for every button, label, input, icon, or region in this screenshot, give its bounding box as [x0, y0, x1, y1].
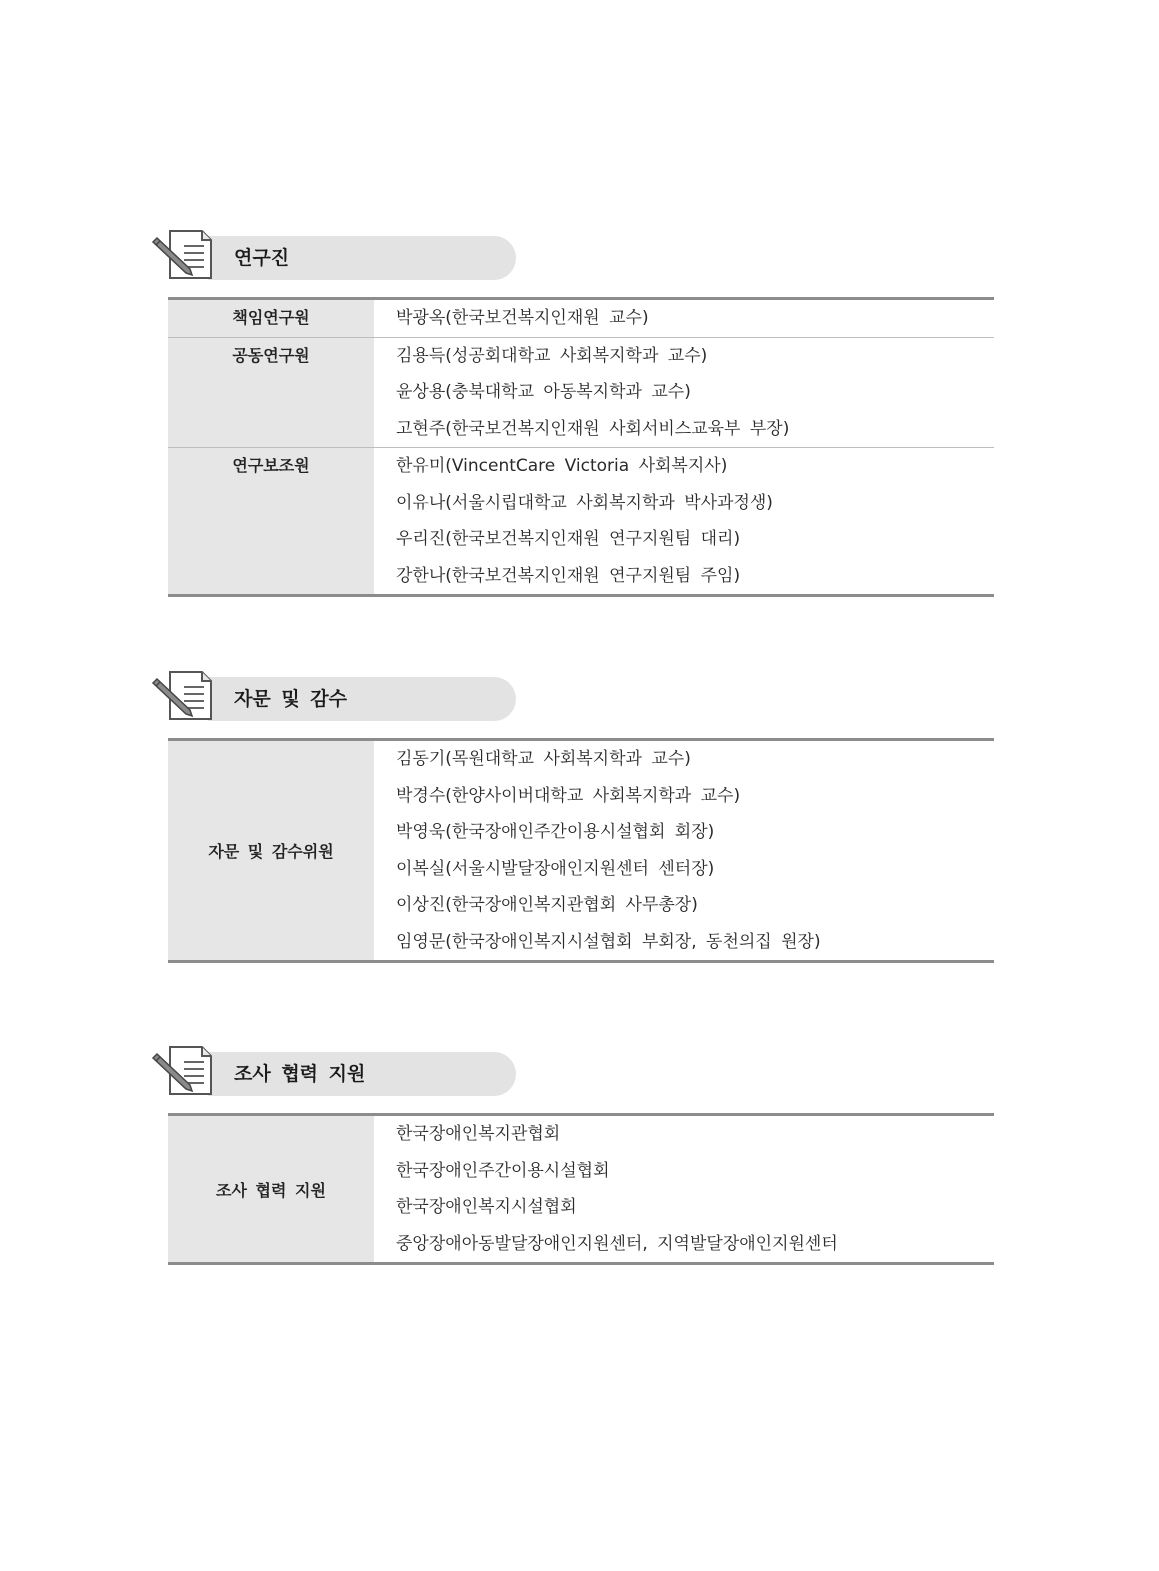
table-cell: 김용득(성공회대학교 사회복지학과 교수): [396, 345, 708, 366]
section-title: 연구진: [234, 247, 290, 269]
table-cell: 한국장애인복지관협회: [396, 1124, 561, 1144]
table-cell: 한국장애인주간이용시설협회: [396, 1160, 610, 1181]
section-header: [150, 669, 995, 721]
table-group-co-researchers: [168, 337, 994, 448]
table-group-assistants: [168, 447, 994, 594]
section-title: 조사 협력 지원: [234, 1063, 366, 1085]
section-advisory: [150, 669, 995, 952]
table-cell: 한유미(VincentCare Victoria 사회복지사): [396, 456, 728, 476]
table-cell: 고현주(한국보건복지인재원 사회서비스교육부 부장): [396, 418, 790, 439]
table-cell: 윤상용(충북대학교 아동복지학과 교수): [396, 382, 691, 402]
row-label: 공동연구원: [168, 338, 374, 448]
table-cell: 중앙장애아동발달장애인지원센터, 지역발달장애인지원센터: [396, 1233, 838, 1254]
row-label: 책임연구원: [168, 300, 374, 337]
table-cell: 우리진(한국보건복지인재원 연구지원팀 대리): [396, 529, 741, 549]
table-cell: 이유나(서울시립대학교 사회복지학과 박사과정생): [396, 492, 773, 513]
advisory-table: [168, 738, 994, 963]
table-cell: 임영문(한국장애인복지시설협회 부회장, 동천의집 원장): [396, 931, 821, 952]
table-group-principal: [168, 300, 994, 337]
section-header: [150, 228, 995, 280]
table-cell: 이복실(서울시발달장애인지원센터 센터장): [396, 858, 715, 879]
table-cell: 박광옥(한국보건복지인재원 교수): [396, 308, 649, 328]
table-group-survey-support: [168, 1116, 994, 1262]
table-cell: 김동기(목원대학교 사회복지학과 교수): [396, 749, 691, 769]
document-pencil-icon: [150, 669, 214, 723]
table-cell: 이상진(한국장애인복지관협회 사무총장): [396, 895, 698, 915]
document-pencil-icon: [150, 228, 214, 282]
table-cell: 한국장애인복지시설협회: [396, 1197, 577, 1217]
table-group-advisors: [168, 741, 994, 960]
section-header: [150, 1044, 995, 1096]
row-label: 자문 및 감수위원: [168, 741, 374, 960]
table-cell: 박경수(한양사이버대학교 사회복지학과 교수): [396, 785, 741, 806]
section-title: 자문 및 감수: [234, 688, 347, 710]
row-label: 연구보조원: [168, 448, 374, 594]
section-research-team: [150, 228, 995, 586]
survey-support-table: [168, 1113, 994, 1265]
table-cell: 강한나(한국보건복지인재원 연구지원팀 주임): [396, 565, 741, 586]
section-survey-support: [150, 1044, 995, 1254]
document-pencil-icon: [150, 1044, 214, 1098]
staff-table: [168, 297, 994, 597]
table-cell: 박영욱(한국장애인주간이용시설협회 회장): [396, 822, 715, 842]
row-label: 조사 협력 지원: [168, 1116, 374, 1262]
